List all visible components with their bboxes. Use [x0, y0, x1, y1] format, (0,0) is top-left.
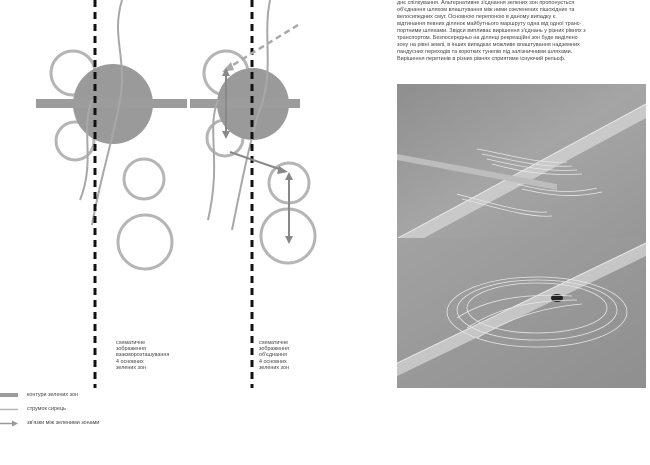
render-panel-top: [397, 84, 646, 238]
road-bar: [36, 99, 187, 108]
legend-item: [0, 391, 220, 400]
legend-label: контури зелених зон: [27, 392, 79, 398]
connection-arrow: [230, 152, 282, 170]
arrow-head-icon: [222, 131, 230, 139]
legend-item: [0, 405, 220, 414]
arrow-head-icon: [285, 172, 293, 180]
left-schematic: [36, 0, 187, 388]
paragraph-line: транспортом. Безпосередньо на ділянці рекреаційні зон буде виділено: [397, 35, 578, 41]
paragraph-line: днє спілкування. Альтернативне з'єднання зелених зон пропонується: [397, 0, 575, 6]
paragraph-line: об'єднання шляхом влаштування між ними озеленених пішохідних та: [397, 7, 575, 13]
connection-dashed-arrow: [228, 25, 298, 68]
zone-outline: [124, 159, 164, 199]
road-bar: [190, 99, 300, 108]
legend-label: струмок сирець: [27, 406, 66, 412]
paragraph-line: велосипедних смуг. Основною перепоною в даному випадку є: [397, 14, 556, 20]
zone-outline: [118, 215, 172, 269]
legend-item: [0, 419, 220, 428]
render-panel-bottom: [397, 238, 646, 388]
arrow-head-icon: [222, 62, 234, 72]
paragraph-line: Вирішення перетинів в різних рівнях сприятиме існуючий рельєф.: [397, 56, 566, 62]
legend-label: зв'язки між зеленими зонами: [27, 420, 100, 426]
stream-line: [208, 100, 218, 220]
thick-gray-bar-icon: [0, 391, 24, 400]
arrow-head-icon: [285, 236, 293, 244]
paragraph-line: відтинання певних ділянок майбутнього маршруту одна від одної транс-: [397, 21, 582, 27]
arrow-icon: [0, 419, 24, 428]
description-paragraph: [397, 0, 647, 63]
right-schematic: [190, 0, 315, 388]
paragraph-line: портними шляхами. Звідси випливає вирішення з'єднань у різних рівнях з: [397, 28, 586, 34]
caption-left: схематичне зображення взаєморозташування 4 основних зелених зон: [116, 340, 170, 371]
caption-right: схематичне зображення об'єднання 4 основних зелених зон: [259, 340, 289, 371]
paragraph-line: пандусних переходів та коротких тунелів під залізничними шляхами.: [397, 49, 573, 55]
thin-gray-line-icon: [0, 405, 24, 414]
paragraph-line: зону на рівні землі, в інших випадках можливе влаштування надземних: [397, 42, 580, 48]
